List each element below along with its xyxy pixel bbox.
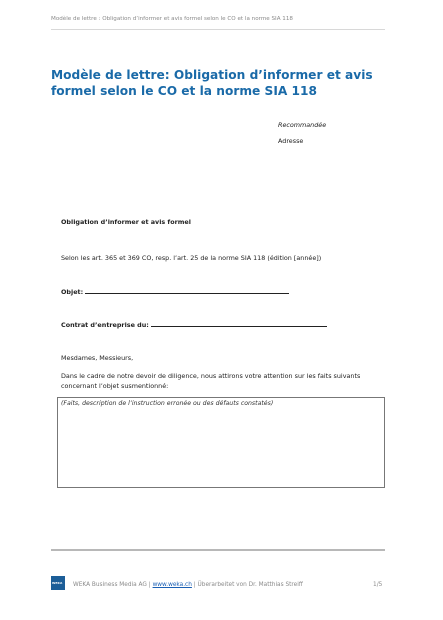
objet-line bbox=[61, 287, 289, 296]
facts-text-box[interactable] bbox=[57, 397, 385, 488]
objet-blank-field[interactable] bbox=[85, 287, 289, 294]
subject-heading: Obligation d’informer et avis formel bbox=[61, 218, 191, 226]
recipient-address: Adresse bbox=[278, 137, 304, 145]
intro-paragraph: Dans le cadre de notre devoir de diligence, nous attirons votre attention sur les faits suivants concernant l’objet susmentionné: bbox=[61, 372, 361, 390]
legal-reference: Selon les art. 365 et 369 CO, resp. l’art. 25 de la norme SIA 118 (édition [année]) bbox=[61, 254, 322, 262]
contrat-date-blank-field[interactable] bbox=[151, 320, 327, 327]
footer-revised-by: | Überarbeitet von Dr. Matthias Streiff bbox=[193, 582, 303, 588]
weka-logo-text: WEKA bbox=[52, 581, 63, 585]
contrat-line bbox=[61, 320, 327, 329]
contrat-label: Contrat d’entreprise du: bbox=[61, 321, 149, 329]
footer-credits bbox=[73, 582, 303, 588]
footer-divider bbox=[51, 549, 385, 551]
recipient-delivery-mode: Recommandée bbox=[278, 121, 327, 129]
page-number: 1/5 bbox=[373, 582, 383, 588]
weka-logo bbox=[51, 576, 65, 590]
objet-label: Objet: bbox=[61, 288, 84, 296]
page-title: Modèle de lettre: Obligation d’informer et avis formel selon le CO et la norme SIA 118 bbox=[51, 68, 373, 98]
recipient-block bbox=[278, 117, 326, 149]
footer-website-link[interactable]: www.weka.ch bbox=[152, 582, 192, 588]
footer-company: WEKA Business Media AG | bbox=[73, 582, 151, 588]
running-header: Modèle de lettre : Obligation d’informer et avis formel selon le CO et la norme SIA 118 bbox=[51, 16, 293, 22]
header-divider bbox=[51, 29, 385, 30]
facts-placeholder: (Faits, description de l’instruction erronée ou des défauts constatés) bbox=[61, 400, 274, 407]
salutation: Mesdames, Messieurs, bbox=[61, 354, 134, 362]
